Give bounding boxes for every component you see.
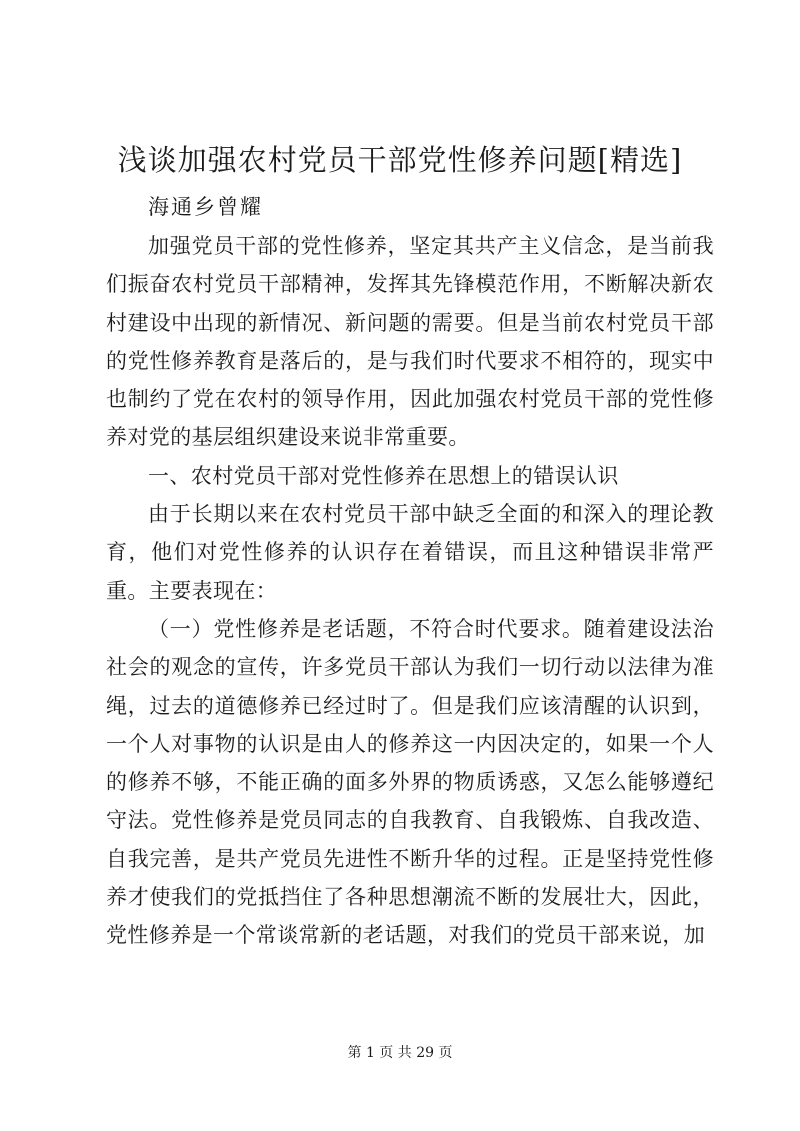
paragraph-point-one: （一）党性修养是老话题，不符合时代要求。随着建设法治社会的观念的宣传，许多党员干部认为我们一切行动以法律为准绳，过去的道德修养已经过时了。但是我们应该清醒的认识到，一个人对事物的认识是由人的修养这一内因决定的，如果一个人的修养不够，不能正确的面多外界的物质诱惑，又怎么能够遵纪守法。党性修养是党员同志的自我教育、自我锻炼、自我改造、自我完善，是共产党员先进性不断升华的过程。正是坚持党性修养才使我们的党抵挡住了各种思想潮流不断的发展壮大，因此，党性修养是一个常谈常新的老话题，对我们的党员干部来说，加 (106, 616, 714, 948)
document-title: 浅谈加强农村党员干部党性修养问题[精选] (117, 143, 683, 177)
author-line: 海通乡曾耀 (148, 195, 263, 219)
page-number-footer: 第 1 页 共 29 页 (347, 1045, 453, 1061)
paragraph-intro: 加强党员干部的党性修养，坚定其共产主义信念，是当前我们振奋农村党员干部精神，发挥其先锋模范作用，不断解决新农村建设中出现的新情况、新问题的需要。但是当前农村党员干部的党性修养教育是落后的，是与我们时代要求不相符的，现实中也制约了党在农村的领导作用，因此加强农村党员干部的党性修养对党的基层组织建设来说非常重要。 (106, 234, 714, 450)
section-heading: 一、农村党员干部对党性修养在思想上的错误认识 (148, 463, 619, 488)
document-body (106, 227, 714, 955)
paragraph-section-intro: 由于长期以来在农村党员干部中缺乏全面的和深入的理论教育，他们对党性修养的认识存在着错误，而且这种错误非常严重。主要表现在： (106, 502, 714, 603)
